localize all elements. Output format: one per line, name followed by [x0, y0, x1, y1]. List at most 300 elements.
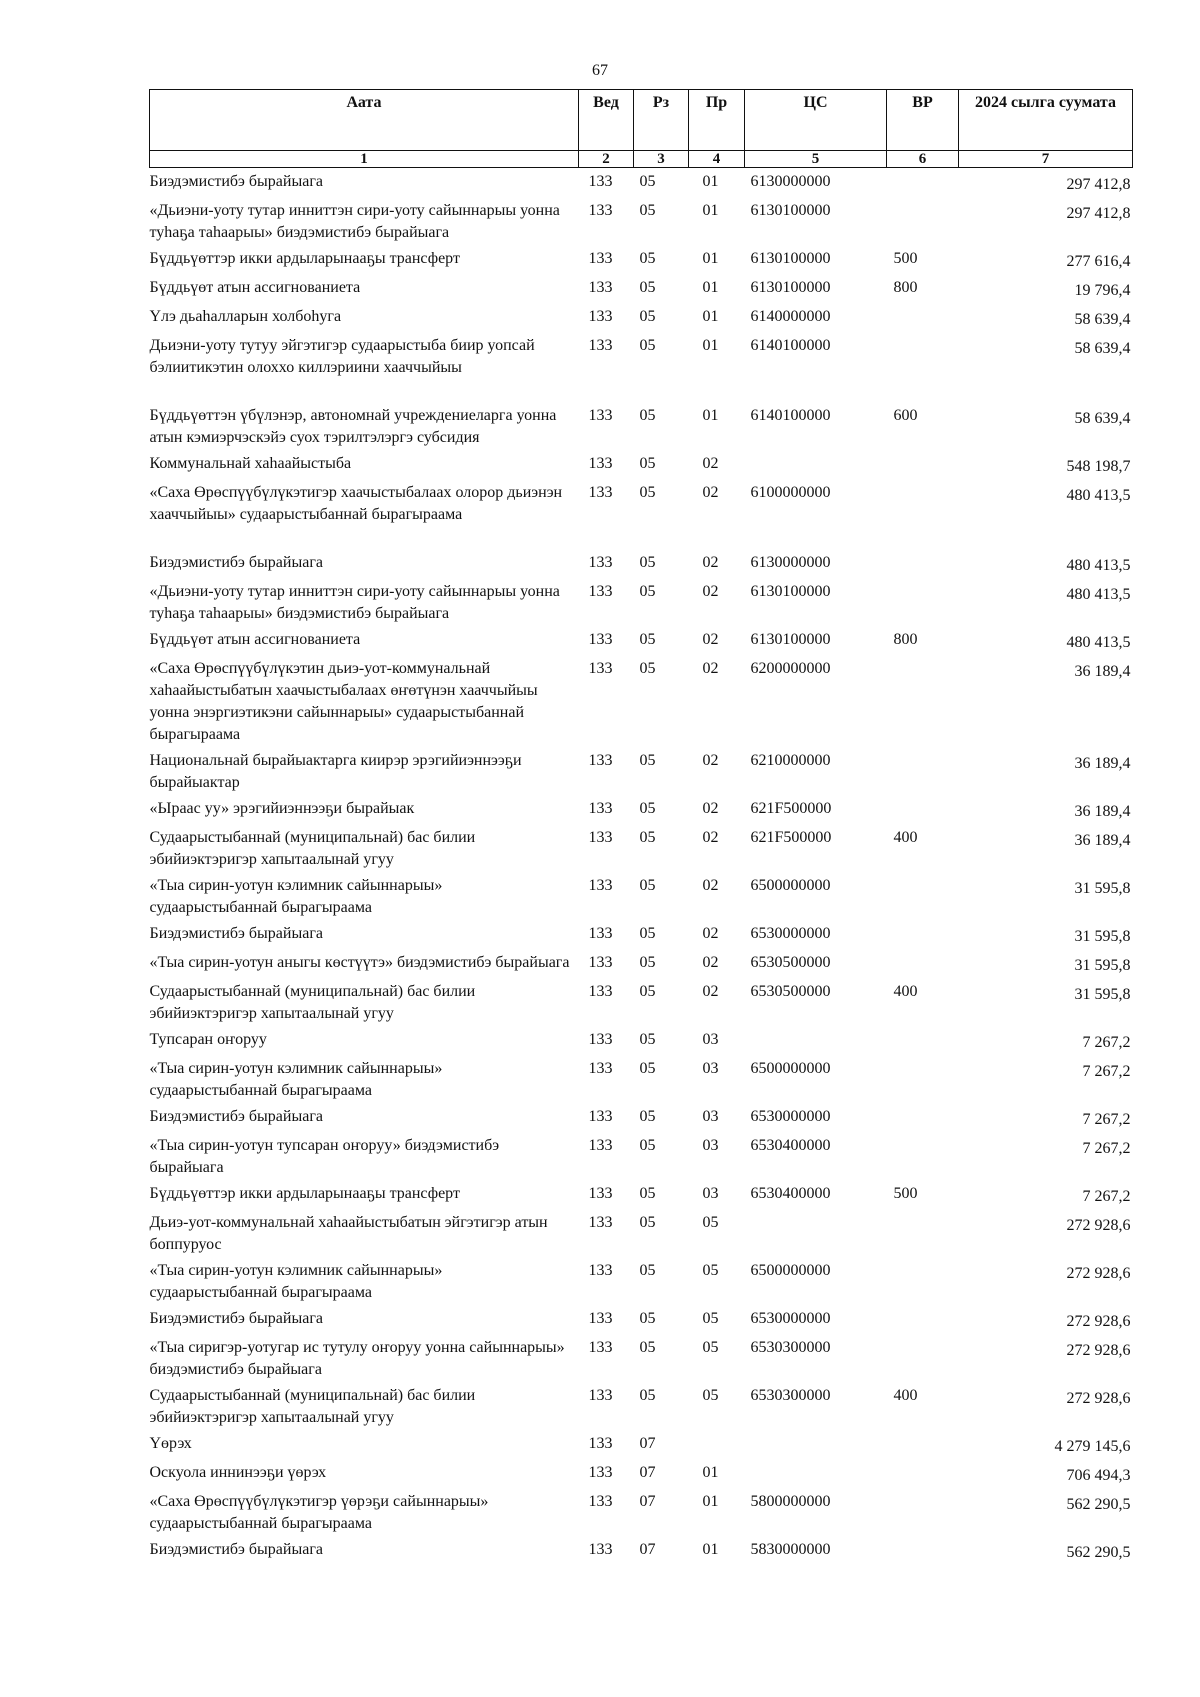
row-name: Бүддьүөт атын ассигнованиета [149, 631, 361, 648]
column-number: 2 [579, 151, 634, 168]
row-rz: 07 [639, 1464, 656, 1481]
row-sum-value: 297 412,8 [1066, 176, 1131, 193]
row-vr [887, 168, 959, 198]
row-pr: 01 [702, 308, 719, 325]
row-sum-value: 58 639,4 [1074, 410, 1131, 427]
row-sum-value: 31 595,8 [1074, 986, 1131, 1003]
row-ved: 133 [588, 983, 613, 1000]
row-sum [959, 978, 1133, 1026]
row-pr: 05 [702, 1310, 719, 1327]
table-row [150, 1055, 1133, 1103]
row-ved: 133 [588, 1137, 613, 1154]
row-ved: 133 [588, 202, 613, 219]
row-pr: 03 [702, 1108, 719, 1125]
row-pr: 01 [702, 173, 719, 190]
row-sum-value: 36 189,4 [1074, 803, 1131, 820]
row-sum-value: 272 928,6 [1066, 1390, 1131, 1407]
row-name: Тупсаран оҥоруу [149, 1031, 267, 1048]
row-vr [887, 1103, 959, 1132]
row-vr [887, 920, 959, 949]
row-sum-value: 36 189,4 [1074, 755, 1131, 772]
row-ved: 133 [588, 1031, 613, 1048]
row-rz: 05 [639, 954, 656, 971]
row-pr: 05 [702, 1339, 719, 1356]
row-sum-value: 4 279 145,6 [1054, 1438, 1131, 1455]
row-pr: 02 [702, 925, 719, 942]
row-sum [959, 626, 1133, 655]
row-pr: 02 [702, 484, 719, 501]
row-rz: 05 [639, 752, 656, 769]
row-rz: 05 [639, 484, 656, 501]
row-name: «Саха Өрөспүүбүлүкэтигэр хаачыстыбалаах олорор дьиэнэн хааччыйыы» судаарыстыбаннай бырагыраама [149, 484, 563, 523]
table-row [150, 1382, 1133, 1430]
row-sum [959, 920, 1133, 949]
row-name: «Саха Өрөспүүбүлүкэтин дьиэ-уот-коммунальнай хаһаайыстыбатын хаачыстыбалаах өҥөтүнэн хааччыйыы уонна энэргиэтикэни сайыннарыы» судаарыстыбаннай бырагыраама [149, 660, 538, 743]
row-sum [959, 1488, 1133, 1536]
row-sum-value: 58 639,4 [1074, 311, 1131, 328]
row-sum-value: 562 290,5 [1066, 1544, 1131, 1561]
row-name: «Тыа сирин-уотун кэлимник сайыннарыы» судаарыстыбаннай бырагыраама [149, 877, 443, 916]
table-row [150, 795, 1133, 824]
table-row [150, 274, 1133, 303]
row-pr: 02 [702, 455, 719, 472]
row-name: Судаарыстыбаннай (муниципальнай) бас билии эбийиэктэригэр хапытаалынай угуу [149, 1387, 476, 1426]
row-sum [959, 1026, 1133, 1055]
row-pr: 01 [702, 250, 719, 267]
row-sum-value: 480 413,5 [1066, 634, 1131, 651]
table-row [150, 402, 1133, 450]
row-rz: 07 [639, 1541, 656, 1558]
row-ved: 133 [588, 250, 613, 267]
row-vr [887, 1334, 959, 1382]
table-row [150, 1305, 1133, 1334]
row-sum-value: 7 267,2 [1082, 1111, 1131, 1128]
row-pr: 03 [702, 1060, 719, 1077]
row-cs: 6130000000 [750, 554, 831, 571]
row-cs: 6530400000 [750, 1185, 831, 1202]
row-rz: 05 [639, 800, 656, 817]
row-ved: 133 [588, 877, 613, 894]
column-number: 6 [887, 151, 959, 168]
row-rz: 05 [639, 983, 656, 1000]
row-ved: 133 [588, 1493, 613, 1510]
row-pr: 01 [702, 1541, 719, 1558]
row-cs [745, 450, 887, 479]
row-vr [887, 332, 959, 402]
row-sum [959, 450, 1133, 479]
table-row [150, 655, 1133, 747]
row-sum [959, 824, 1133, 872]
row-vr [887, 479, 959, 549]
row-rz: 05 [639, 1108, 656, 1125]
row-ved: 133 [588, 752, 613, 769]
row-cs: 621F500000 [750, 829, 832, 846]
row-pr: 01 [702, 279, 719, 296]
row-sum [959, 303, 1133, 332]
row-rz: 05 [639, 1310, 656, 1327]
row-cs: 6140000000 [750, 308, 831, 325]
row-name: Биэдэмистибэ бырайыага [149, 554, 323, 571]
row-pr: 03 [702, 1185, 719, 1202]
row-name: Биэдэмистибэ бырайыага [149, 1108, 323, 1125]
row-pr: 01 [702, 1493, 719, 1510]
row-cs: 6530000000 [750, 925, 831, 942]
row-sum-value: 480 413,5 [1066, 487, 1131, 504]
row-sum-value: 480 413,5 [1066, 586, 1131, 603]
column-number: 3 [634, 151, 689, 168]
row-sum-value: 7 267,2 [1082, 1140, 1131, 1157]
row-cs: 6530500000 [750, 954, 831, 971]
row-rz: 07 [639, 1493, 656, 1510]
row-name: Биэдэмистибэ бырайыага [149, 925, 323, 942]
row-sum-value: 548 198,7 [1066, 458, 1131, 475]
row-pr: 05 [702, 1262, 719, 1279]
row-pr [689, 1430, 745, 1459]
header-vr: ВР [887, 90, 959, 151]
header-ved: Вед [579, 90, 634, 151]
table-row [150, 479, 1133, 549]
row-pr: 03 [702, 1137, 719, 1154]
table-body [150, 168, 1133, 1566]
table-row [150, 1334, 1133, 1382]
row-sum-value: 36 189,4 [1074, 663, 1131, 680]
row-ved: 133 [588, 554, 613, 571]
row-vr [887, 303, 959, 332]
row-cs: 6130100000 [750, 583, 831, 600]
row-ved: 133 [588, 1310, 613, 1327]
row-sum-value: 272 928,6 [1066, 1342, 1131, 1359]
row-rz: 05 [639, 250, 656, 267]
row-rz: 05 [639, 925, 656, 942]
table-row [150, 1488, 1133, 1536]
row-sum [959, 578, 1133, 626]
row-ved: 133 [588, 308, 613, 325]
row-cs [745, 1209, 887, 1257]
row-vr: 400 [893, 829, 918, 846]
row-name: Судаарыстыбаннай (муниципальнай) бас билии эбийиэктэригэр хапытаалынай угуу [149, 983, 476, 1022]
row-sum [959, 197, 1133, 245]
row-sum-value: 58 639,4 [1074, 340, 1131, 357]
row-name: Бүддьүөт атын ассигнованиета [149, 279, 361, 296]
row-pr: 02 [702, 660, 719, 677]
row-name: «Тыа сиригэр-уотугар ис тутулу оҥоруу уонна сайыннарыы» биэдэмистибэ бырайыага [149, 1339, 565, 1378]
row-cs: 6530300000 [750, 1339, 831, 1356]
row-sum [959, 1430, 1133, 1459]
row-sum [959, 747, 1133, 795]
row-name: «Ыраас уу» эрэгийиэннээҕи бырайыак [149, 800, 415, 817]
row-ved: 133 [588, 1435, 613, 1452]
row-vr: 500 [893, 250, 918, 267]
row-vr [887, 197, 959, 245]
table-row [150, 626, 1133, 655]
row-sum-value: 7 267,2 [1082, 1063, 1131, 1080]
row-sum [959, 655, 1133, 747]
row-vr [887, 949, 959, 978]
row-vr [887, 1488, 959, 1536]
row-ved: 133 [588, 1339, 613, 1356]
table-row [150, 303, 1133, 332]
row-cs: 6530000000 [750, 1108, 831, 1125]
row-sum-value: 31 595,8 [1074, 928, 1131, 945]
row-pr: 02 [702, 631, 719, 648]
row-sum-value: 7 267,2 [1082, 1034, 1131, 1051]
row-ved: 133 [588, 1060, 613, 1077]
row-sum [959, 479, 1133, 549]
row-name: «Тыа сирин-уотун аныгы көстүүтэ» биэдэмистибэ бырайыага [149, 954, 570, 971]
row-cs [745, 1026, 887, 1055]
row-name: «Тыа сирин-уотун кэлимник сайыннарыы» судаарыстыбаннай бырагыраама [149, 1262, 443, 1301]
row-sum-value: 7 267,2 [1082, 1188, 1131, 1205]
row-cs: 6130100000 [750, 631, 831, 648]
row-rz: 05 [639, 1262, 656, 1279]
table-row [150, 1180, 1133, 1209]
table-row [150, 824, 1133, 872]
row-cs: 6530400000 [750, 1137, 831, 1154]
table-row [150, 168, 1133, 198]
table-row [150, 1536, 1133, 1565]
row-pr: 02 [702, 583, 719, 600]
table-row [150, 920, 1133, 949]
row-pr: 02 [702, 877, 719, 894]
row-ved: 133 [588, 925, 613, 942]
row-pr: 03 [702, 1031, 719, 1048]
row-name: Дьиэ-уот-коммунальнай хаһаайыстыбатын эйгэтигэр атын боппуруос [149, 1214, 548, 1253]
row-name: Коммунальнай хаһаайыстыба [149, 455, 352, 472]
row-rz: 07 [639, 1435, 656, 1452]
table-row [150, 450, 1133, 479]
row-rz: 05 [639, 455, 656, 472]
row-cs: 6500000000 [750, 1262, 831, 1279]
table-row [150, 332, 1133, 402]
row-name: Дьиэни-уоту тутуу эйгэтигэр судаарыстыба биир уопсай бэлиитикэтин олоххо киллэриини хааччыйыы [149, 337, 535, 376]
row-cs: 6200000000 [750, 660, 831, 677]
row-rz: 05 [639, 583, 656, 600]
column-number: 1 [150, 151, 579, 168]
row-sum [959, 1382, 1133, 1430]
row-name: Национальнай бырайыактарга киирэр эрэгийиэннээҕи бырайыактар [149, 752, 522, 791]
row-ved: 133 [588, 631, 613, 648]
row-pr: 02 [702, 752, 719, 769]
column-number: 5 [745, 151, 887, 168]
row-sum-value: 272 928,6 [1066, 1217, 1131, 1234]
table-row [150, 245, 1133, 274]
row-cs: 6140100000 [750, 407, 831, 424]
row-pr: 01 [702, 1464, 719, 1481]
table-row [150, 1430, 1133, 1459]
row-sum [959, 872, 1133, 920]
row-rz: 05 [639, 1031, 656, 1048]
row-rz: 05 [639, 1214, 656, 1231]
row-rz: 05 [639, 308, 656, 325]
row-vr [887, 1305, 959, 1334]
row-ved: 133 [588, 337, 613, 354]
table-row [150, 747, 1133, 795]
row-pr: 01 [702, 337, 719, 354]
row-ved: 133 [588, 583, 613, 600]
row-sum-value: 480 413,5 [1066, 557, 1131, 574]
row-name: Биэдэмистибэ бырайыага [149, 1541, 323, 1558]
row-sum-value: 31 595,8 [1074, 957, 1131, 974]
column-number: 4 [689, 151, 745, 168]
row-pr: 02 [702, 554, 719, 571]
row-sum [959, 1536, 1133, 1565]
row-sum [959, 1209, 1133, 1257]
table-row [150, 872, 1133, 920]
row-cs: 6530300000 [750, 1387, 831, 1404]
row-rz: 05 [639, 1387, 656, 1404]
table-row [150, 1209, 1133, 1257]
row-rz: 05 [639, 337, 656, 354]
row-ved: 133 [588, 1464, 613, 1481]
row-vr [887, 795, 959, 824]
row-cs: 6140100000 [750, 337, 831, 354]
row-ved: 133 [588, 954, 613, 971]
row-rz: 05 [639, 279, 656, 296]
table-row [150, 1459, 1133, 1488]
row-ved: 133 [588, 800, 613, 817]
row-vr [887, 655, 959, 747]
table-row [150, 1103, 1133, 1132]
row-vr [887, 872, 959, 920]
row-vr [887, 450, 959, 479]
row-rz: 05 [639, 660, 656, 677]
row-sum [959, 1305, 1133, 1334]
row-cs: 5800000000 [750, 1493, 831, 1510]
row-name: Үлэ дьаһалларын холбоһуга [149, 308, 342, 325]
row-sum-value: 36 189,4 [1074, 832, 1131, 849]
row-cs: 6130000000 [750, 173, 831, 190]
row-name: «Тыа сирин-уотун тупсаран оҥоруу» биэдэмистибэ бырайыага [149, 1137, 500, 1176]
row-name: Бүддьүөттэр икки ардыларынааҕы трансферт [149, 1185, 460, 1202]
header-name: Аата [150, 90, 579, 151]
row-cs: 6500000000 [750, 877, 831, 894]
row-rz: 05 [639, 1185, 656, 1202]
table-row [150, 578, 1133, 626]
row-sum-value: 562 290,5 [1066, 1496, 1131, 1513]
row-ved: 133 [588, 1185, 613, 1202]
row-sum [959, 1257, 1133, 1305]
row-ved: 133 [588, 455, 613, 472]
row-pr: 02 [702, 829, 719, 846]
row-sum [959, 1103, 1133, 1132]
row-ved: 133 [588, 1541, 613, 1558]
row-cs: 6130100000 [750, 279, 831, 296]
row-vr: 600 [893, 407, 918, 424]
row-ved: 133 [588, 484, 613, 501]
row-sum-value: 31 595,8 [1074, 880, 1131, 897]
budget-table [149, 89, 1133, 1565]
row-sum [959, 549, 1133, 578]
table-row [150, 978, 1133, 1026]
row-vr: 800 [893, 631, 918, 648]
row-sum [959, 168, 1133, 198]
row-sum [959, 332, 1133, 402]
row-ved: 133 [588, 829, 613, 846]
row-cs: 6500000000 [750, 1060, 831, 1077]
row-vr [887, 747, 959, 795]
row-vr [887, 1430, 959, 1459]
row-rz: 05 [639, 829, 656, 846]
row-cs [745, 1430, 887, 1459]
row-vr [887, 1209, 959, 1257]
row-name: Бүддьүөттэн үбүлэнэр, автономнай учреждениеларга уонна атын кэмиэрчэскэйэ суох тэрилтэлэргэ субсидия [149, 407, 557, 446]
row-sum-value: 19 796,4 [1074, 282, 1131, 299]
row-pr: 02 [702, 954, 719, 971]
row-pr: 02 [702, 800, 719, 817]
table-header [150, 90, 1133, 168]
row-name: «Саха Өрөспүүбүлүкэтигэр үөрэҕи сайыннарыы» судаарыстыбаннай бырагыраама [149, 1493, 489, 1532]
row-vr [887, 1257, 959, 1305]
row-rz: 05 [639, 877, 656, 894]
table-row [150, 197, 1133, 245]
row-sum-value: 272 928,6 [1066, 1265, 1131, 1282]
row-sum [959, 274, 1133, 303]
row-cs: 6530500000 [750, 983, 831, 1000]
row-sum [959, 402, 1133, 450]
row-name: «Дьиэни-уоту тутар инниттэн сири-уоту сайыннарыы уонна туһаҕа таһаарыы» биэдэмистибэ бырайыага [149, 202, 560, 241]
row-pr: 05 [702, 1214, 719, 1231]
row-cs: 6210000000 [750, 752, 831, 769]
row-name: Оскуола иннинээҕи үөрэх [149, 1464, 327, 1481]
row-sum [959, 1334, 1133, 1382]
header-cs: ЦС [745, 90, 887, 151]
row-cs [745, 1459, 887, 1488]
table-row [150, 549, 1133, 578]
row-sum-value: 297 412,8 [1066, 205, 1131, 222]
row-sum [959, 949, 1133, 978]
row-ved: 133 [588, 1387, 613, 1404]
row-vr [887, 1132, 959, 1180]
row-sum [959, 1180, 1133, 1209]
row-name: Биэдэмистибэ бырайыага [149, 173, 323, 190]
row-rz: 05 [639, 1137, 656, 1154]
header-pr: Пр [689, 90, 745, 151]
row-cs: 6100000000 [750, 484, 831, 501]
row-vr [887, 1459, 959, 1488]
row-vr [887, 1055, 959, 1103]
header-rz: Рз [634, 90, 689, 151]
row-vr: 800 [893, 279, 918, 296]
table-row [150, 1026, 1133, 1055]
row-rz: 05 [639, 554, 656, 571]
row-ved: 133 [588, 407, 613, 424]
row-sum-value: 706 494,3 [1066, 1467, 1131, 1484]
row-ved: 133 [588, 1108, 613, 1125]
row-vr [887, 1536, 959, 1565]
row-vr: 400 [893, 983, 918, 1000]
row-sum [959, 1459, 1133, 1488]
row-vr: 500 [893, 1185, 918, 1202]
table-row [150, 1132, 1133, 1180]
row-ved: 133 [588, 1214, 613, 1231]
row-pr: 05 [702, 1387, 719, 1404]
row-ved: 133 [588, 660, 613, 677]
row-ved: 133 [588, 279, 613, 296]
header-sum: 2024 сылга суумата [959, 90, 1133, 151]
row-cs: 6530000000 [750, 1310, 831, 1327]
row-name: «Тыа сирин-уотун кэлимник сайыннарыы» судаарыстыбаннай бырагыраама [149, 1060, 443, 1099]
row-cs: 6130100000 [750, 202, 831, 219]
row-ved: 133 [588, 173, 613, 190]
row-rz: 05 [639, 631, 656, 648]
row-sum [959, 795, 1133, 824]
row-rz: 05 [639, 1339, 656, 1356]
row-rz: 05 [639, 173, 656, 190]
row-vr [887, 549, 959, 578]
row-cs: 5830000000 [750, 1541, 831, 1558]
row-cs: 621F500000 [750, 800, 832, 817]
table-row [150, 949, 1133, 978]
